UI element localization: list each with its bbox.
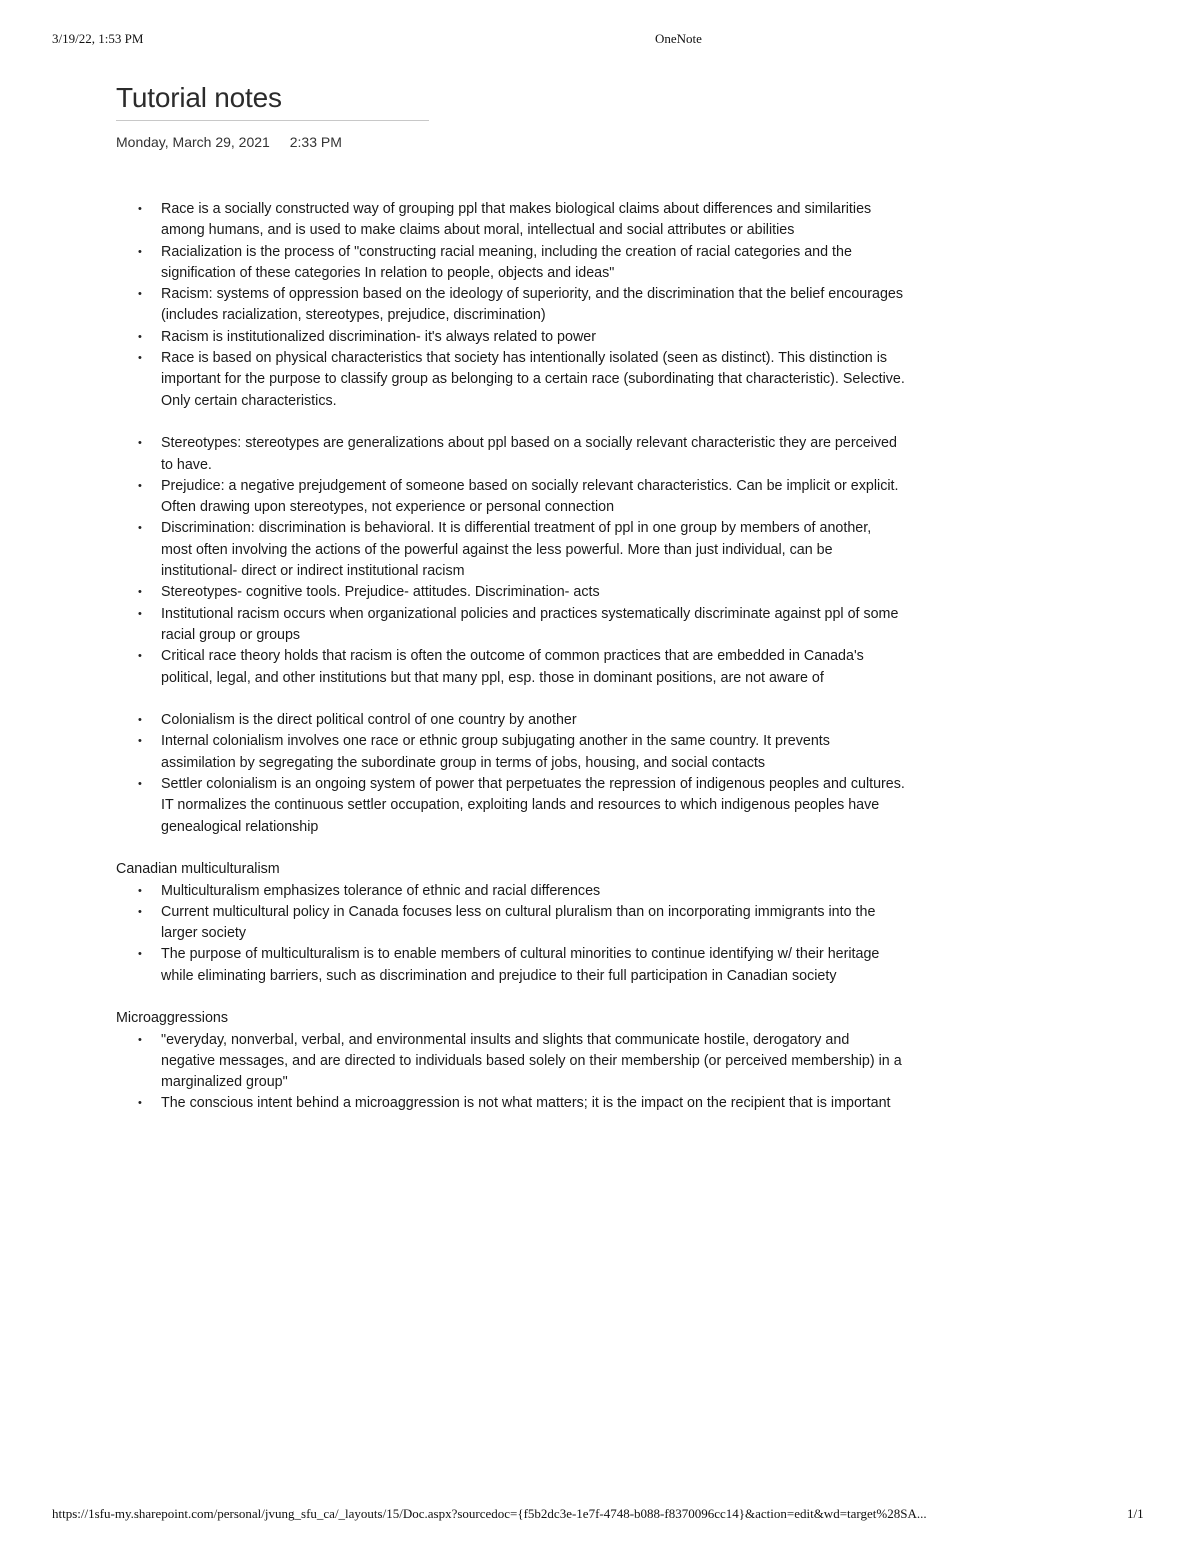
list-item: • Prejudice: a negative prejudgement of someone based on socially relevant characteristics. Can be implicit or explicit. Often drawing upon stereotypes, not experience or personal connection xyxy=(116,476,906,519)
list-item: • Discrimination: discrimination is behavioral. It is differential treatment of ppl in one group by members of another, most often involving the actions of the powerful against the less powerful. More than just individual, can be institutional- direct or indirect institutional racism xyxy=(116,518,906,582)
section-heading: Microaggressions xyxy=(116,1010,229,1027)
section-heading: Canadian multiculturalism xyxy=(116,861,280,878)
notes-section-colonialism xyxy=(116,710,906,838)
list-item: • Race is based on physical characteristics that society has intentionally isolated (seen as distinct). This distinction is important for the purpose to classify group as belonging to a certain race (subordinating that characteristic). Selective. Only certain characteristics. xyxy=(116,348,906,412)
list-item: • Current multicultural policy in Canada focuses less on cultural pluralism than on incorporating immigrants into the larger society xyxy=(116,902,906,945)
bullet-list xyxy=(116,199,906,412)
list-item: • Racism: systems of oppression based on the ideology of superiority, and the discrimination that the belief encourages (includes racialization, stereotypes, prejudice, discrimination) xyxy=(116,284,906,327)
page-time: 2:33 PM xyxy=(289,134,342,150)
print-header xyxy=(0,31,1200,49)
bullet-list xyxy=(116,1030,906,1115)
title-underline xyxy=(116,120,429,121)
list-item: • Critical race theory holds that racism is often the outcome of common practices that are embedded in Canada's political, legal, and other institutions but that many ppl, esp. those in dominant positions, are not aware of xyxy=(116,646,906,689)
list-item: • The purpose of multiculturalism is to enable members of cultural minorities to continue identifying w/ their heritage while eliminating barriers, such as discrimination and prejudice to their full participation in Canadian society xyxy=(116,944,906,987)
print-date: 3/19/22, 1:53 PM xyxy=(52,31,144,46)
list-item: • Race is a socially constructed way of grouping ppl that makes biological claims about differences and similarities among humans, and is used to make claims about moral, intellectual and social attributes or abilities xyxy=(116,199,906,242)
blank-line xyxy=(116,689,906,710)
notes-section-microaggressions xyxy=(116,1008,906,1114)
list-item: • Racialization is the process of "constructing racial meaning, including the creation of racial categories and the signification of these categories In relation to people, objects and ideas" xyxy=(116,242,906,285)
list-item: • "everyday, nonverbal, verbal, and environmental insults and slights that communicate hostile, derogatory and negative messages, and are directed to individuals based solely on their membership (or perceived membership) in a marginalized group" xyxy=(116,1030,906,1094)
notes-section-multiculturalism xyxy=(116,859,906,987)
blank-line xyxy=(116,838,906,859)
list-item: • Settler colonialism is an ongoing system of power that perpetuates the repression of indigenous peoples and cultures. IT normalizes the continuous settler occupation, exploiting lands and resources to which indigenous peoples have genealogical relationship xyxy=(116,774,906,838)
blank-line xyxy=(116,987,906,1008)
list-item: • Racism is institutionalized discrimination- it's always related to power xyxy=(116,327,906,348)
page-datetime xyxy=(116,134,358,150)
print-url: https://1sfu-my.sharepoint.com/personal/jvung_sfu_ca/_layouts/15/Doc.aspx?sourcedoc={f5b2dc3e-1e7f-4748-b088-f8370096cc14}&action=edit&wd=target%28SA... xyxy=(52,1506,927,1521)
list-item: • Stereotypes- cognitive tools. Prejudice- attitudes. Discrimination- acts xyxy=(116,582,906,603)
page-title: Tutorial notes xyxy=(116,82,282,113)
bullet-list xyxy=(116,433,906,689)
notes-section-race xyxy=(116,199,906,412)
list-item: • Multiculturalism emphasizes tolerance of ethnic and racial differences xyxy=(116,881,906,902)
list-item: • Stereotypes: stereotypes are generalizations about ppl based on a socially relevant characteristic they are perceived to have. xyxy=(116,433,906,476)
notes-section-stereotypes xyxy=(116,433,906,689)
bullet-list xyxy=(116,881,906,987)
list-item: • Internal colonialism involves one race or ethnic group subjugating another in the same country. It prevents assimilation by segregating the subordinate group in terms of jobs, housing, and social contacts xyxy=(116,731,906,774)
page-date: Monday, March 29, 2021 xyxy=(116,134,270,150)
print-app-name: OneNote xyxy=(655,31,702,46)
print-footer xyxy=(0,1506,1200,1524)
notes-body xyxy=(116,199,906,1115)
list-item: • Colonialism is the direct political control of one country by another xyxy=(116,710,906,731)
blank-line xyxy=(116,412,906,433)
list-item: • The conscious intent behind a microaggression is not what matters; it is the impact on the recipient that is important xyxy=(116,1093,906,1114)
bullet-list xyxy=(116,710,906,838)
print-page-number: 1/1 xyxy=(1127,1506,1144,1521)
list-item: • Institutional racism occurs when organizational policies and practices systematically discriminate against ppl of some racial group or groups xyxy=(116,604,906,647)
